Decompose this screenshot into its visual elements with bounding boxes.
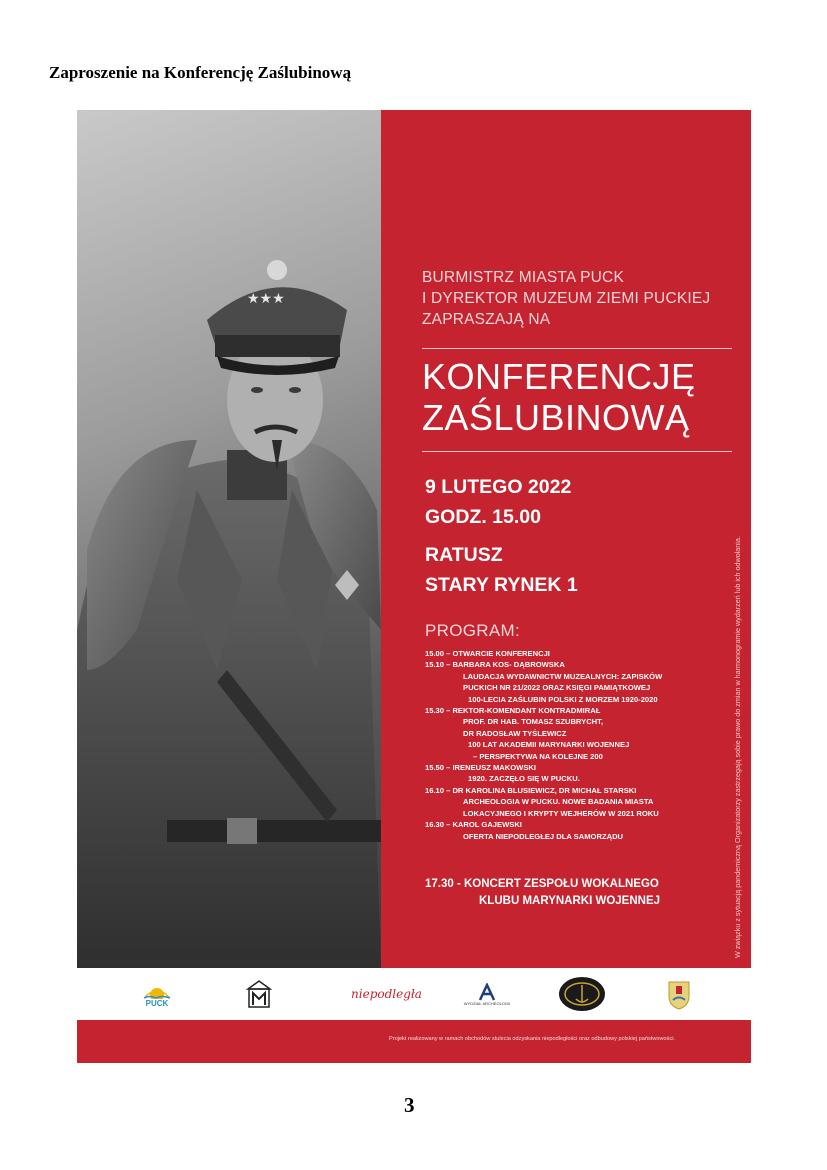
program-line: DR RADOSŁAW TYŚLEWICZ: [463, 728, 567, 738]
navy-club-logo: [557, 974, 607, 1014]
program-line: PUCKICH NR 21/2022 ORAZ KSIĘGI PAMIĄTKOWEJ: [463, 683, 651, 693]
program-item: [425, 762, 735, 785]
program-line: LOKACYJNEGO I KRYPTY WEJHERÓW W 2021 ROKU: [463, 808, 659, 818]
archaeology-faculty-logo: [465, 974, 509, 1014]
program-list: [425, 648, 735, 842]
program-line: ARCHEOLOGIA W PUCKU. NOWE BADANIA MIASTA: [463, 797, 654, 807]
concert-announcement: [425, 876, 745, 910]
program-item: [425, 819, 735, 842]
program-line: 16.30 – KAROL GAJEWSKI: [425, 820, 522, 830]
program-item: [425, 659, 735, 705]
organizer-line-2: I DYREKTOR MUZEUM ZIEMI PUCKIEJ: [422, 290, 711, 307]
program-line: 16.10 – DR KAROLINA BLUSIEWICZ, DR MICHAŁ STARSKI: [425, 785, 637, 795]
program-line: 100 LAT AKADEMII MARYNARKI WOJENNEJ: [468, 740, 630, 750]
program-line: OFERTA NIEPODLEGŁEJ DLA SAMORZĄDU: [463, 831, 624, 841]
divider-bottom: [422, 451, 732, 452]
program-line: 15.10 – BARBARA KOS- DĄBROWSKA: [425, 660, 565, 670]
program-line: 1920. ZACZĘŁO SIĘ W PUCKU.: [468, 774, 580, 784]
museum-building-icon: [246, 979, 272, 1009]
program-line: – PERSPEKTYWA NA KOLEJNE 200: [473, 751, 603, 761]
organizers: [422, 267, 742, 330]
title-line-2: ZAŚLUBINOWĄ: [422, 397, 690, 438]
concert-line-1: 17.30 - KONCERT ZESPOŁU WOKALNEGO: [425, 878, 659, 890]
puck-logo-text: PUCK: [145, 998, 169, 1008]
program-line: 100-LECIA ZAŚLUBIN POLSKI Z MORZEM 1920-2020: [468, 694, 658, 704]
niepodlegla-logo-text: niepodległa: [351, 987, 422, 1001]
page-number: 3: [404, 1093, 415, 1117]
venue-line-1: RATUSZ: [425, 544, 503, 566]
venue-line-2: STARY RYNEK 1: [425, 574, 578, 596]
letter-a-icon: [478, 983, 496, 1001]
program-item: [425, 648, 735, 659]
organizer-line-3: ZAPRASZAJĄ NA: [422, 311, 551, 328]
program-line: 15.30 – REKTOR-KOMENDANT KONTRADMIRAŁ: [425, 706, 601, 716]
puck-logo: [139, 974, 175, 1014]
program-label: PROGRAM:: [425, 621, 520, 640]
pandemic-note: W związku z sytuacją pandemiczną Organizatorzy zastrzegają sobie prawo do zmian w harmonogramie wydarzeń lub ich odwołania.: [733, 536, 742, 958]
document-heading: Zaproszenie na Konferencję Zaślubinową: [49, 63, 352, 82]
poster-footer: [77, 1020, 751, 1063]
portrait-photo: [77, 110, 381, 968]
partner-logos: [77, 968, 751, 1020]
archaeology-faculty-text: WYDZIAŁ ARCHEOLOGII: [463, 1000, 511, 1006]
organizer-line-1: BURMISTRZ MIASTA PUCK: [422, 269, 624, 286]
title-line-1: KONFERENCJĘ: [422, 356, 696, 397]
portrait-illustration: [77, 110, 381, 968]
coat-of-arms-icon: [667, 978, 691, 1010]
program-line: 15.00 – OTWARCIE KONFERENCJI: [425, 649, 550, 658]
event-time: GODZ. 15.00: [425, 506, 541, 528]
program-item: [425, 785, 735, 819]
program-line: PROF. DR HAB. TOMASZ SZUBRYCHT,: [463, 717, 604, 727]
program-item: [425, 705, 735, 762]
program-line: 15.50 – IRENEUSZ MAKOWSKI: [425, 763, 536, 773]
program-line: LAUDACJA WYDAWNICTW MUZEALNYCH: ZAPISKÓW: [463, 671, 663, 681]
concert-line-2: KLUBU MARYNARKI WOJENNEJ: [479, 895, 661, 907]
event-details: [425, 472, 725, 600]
svg-text:★★★: ★★★: [247, 291, 285, 307]
sun-icon: [142, 981, 172, 999]
niepodlegla-logo: [339, 974, 434, 1014]
divider-top: [422, 348, 732, 349]
conference-title: [422, 356, 742, 438]
event-date: 9 LUTEGO 2022: [425, 476, 572, 498]
museum-logo: [245, 974, 273, 1014]
footer-text: Projekt realizowany w ramach obchodów stulecia odzyskania niepodległości oraz odbudowy polskiej państwowości.: [389, 1036, 676, 1042]
navy-emblem-icon: [558, 975, 606, 1013]
crest-logo: [665, 974, 693, 1014]
conference-poster: [77, 110, 751, 1063]
